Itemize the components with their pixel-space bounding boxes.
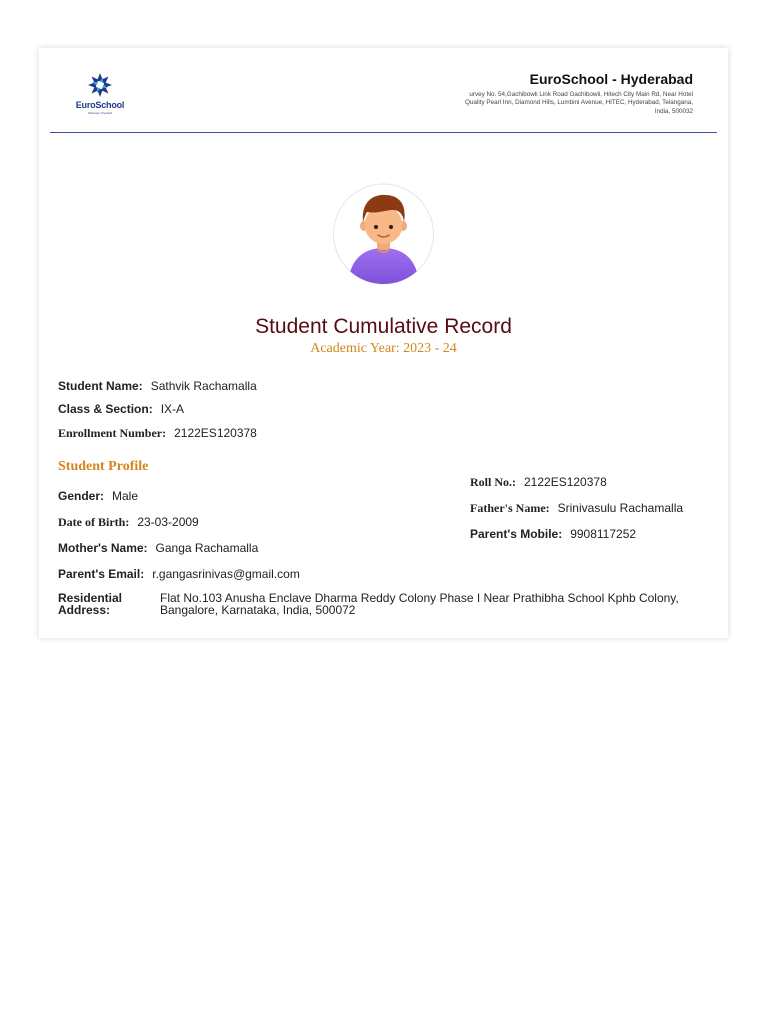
parent-mobile-row	[470, 527, 636, 541]
logo-tagline: Discover Yourself	[88, 111, 112, 115]
father-name-value: Srinivasulu Rachamalla	[557, 501, 684, 515]
student-profile-heading: Student Profile	[58, 459, 149, 474]
school-name: EuroSchool - Hyderabad	[529, 71, 693, 87]
gender-value: Male	[112, 489, 139, 503]
gender-label: Gender:	[58, 489, 105, 503]
euroschool-logo-icon	[67, 72, 133, 102]
class-section-value: IX-A	[160, 402, 185, 416]
student-avatar	[333, 182, 434, 286]
header-divider	[50, 132, 717, 133]
school-address: urvey No. 54,Gachibowli Link Road Gachibowli, Hitech City Main Rd, Near Hotel Quality Pearl Inn, Diamond Hills, Lumbini Avenue, HITEC, Hyderabad, Telangana, India, 500032	[465, 91, 693, 115]
student-name-row	[58, 379, 257, 393]
roll-no-row	[470, 475, 607, 490]
record-title: Student Cumulative Record	[255, 315, 512, 338]
mother-name-label: Mother's Name:	[58, 541, 148, 555]
parent-mobile-value: 9908117252	[570, 527, 637, 541]
parent-email-row	[58, 567, 300, 581]
residential-address-label: Residential Address:	[58, 591, 123, 617]
logo-text: EuroSchool	[75, 100, 125, 110]
record-card	[39, 48, 728, 638]
student-name-label: Student Name:	[58, 379, 143, 393]
class-section-row	[58, 402, 184, 416]
class-section-label: Class & Section:	[58, 402, 153, 416]
student-avatar-icon	[333, 182, 434, 286]
parent-mobile-label: Parent's Mobile:	[470, 527, 563, 541]
parent-email-label: Parent's Email:	[58, 567, 145, 581]
residential-address-value: Flat No.103 Anusha Enclave Dharma Reddy Colony Phase I Near Prathibha School Kphb Colony, Bangalore, Karnataka, India, 500072	[160, 591, 679, 617]
parent-email-value: r.gangasrinivas@gmail.com	[152, 567, 300, 581]
academic-year: Academic Year: 2023 - 24	[310, 341, 457, 356]
dob-row	[58, 515, 199, 530]
mother-name-value: Ganga Rachamalla	[155, 541, 259, 555]
roll-no-value: 2122ES120378	[524, 475, 607, 489]
enrollment-label: Enrollment Number:	[58, 426, 167, 440]
dob-label: Date of Birth:	[58, 515, 130, 529]
dob-value: 23-03-2009	[137, 515, 199, 529]
student-name-value: Sathvik Rachamalla	[150, 379, 257, 393]
enrollment-row	[58, 426, 257, 441]
father-name-row	[470, 501, 683, 516]
gender-row	[58, 489, 138, 503]
mother-name-row	[58, 541, 258, 555]
school-logo	[67, 72, 133, 118]
father-name-label: Father's Name:	[470, 501, 550, 515]
roll-no-label: Roll No.:	[470, 475, 516, 489]
enrollment-value: 2122ES120378	[174, 426, 257, 440]
